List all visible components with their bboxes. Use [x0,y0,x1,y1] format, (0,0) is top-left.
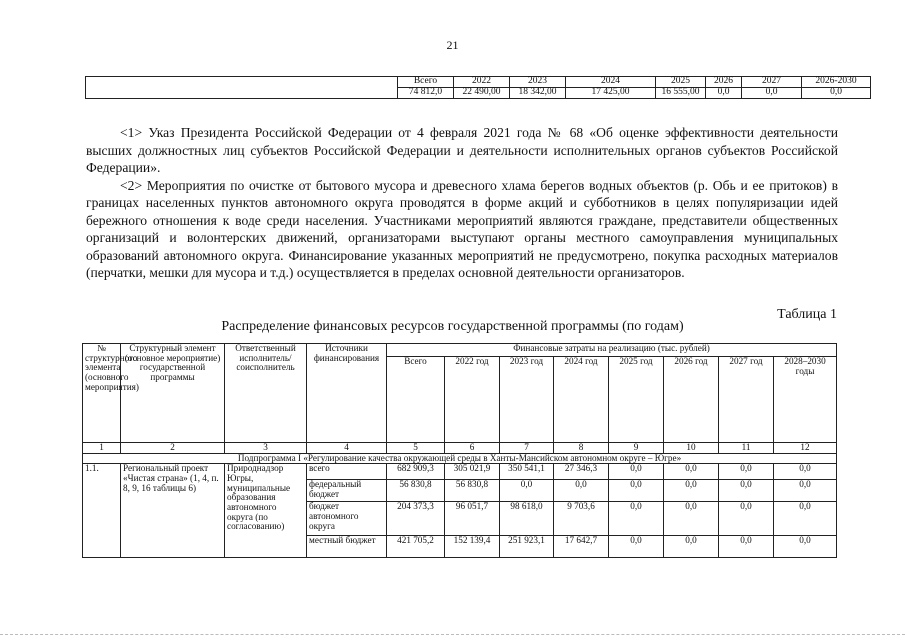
row-value: 251 923,1 [500,536,554,558]
summary-value-cell: 74 812,0 [398,87,454,98]
summary-header-cell: 2022 [454,77,510,88]
header-year: 2026 год [664,357,719,443]
header-executor: Ответственный исполнитель/ соисполнитель [225,344,307,443]
summary-blank-cell [86,77,398,99]
row-value: 0,0 [609,502,664,536]
row-value: 0,0 [774,480,837,502]
header-costs: Финансовые затраты на реализацию (тыс. рублей) [387,344,837,357]
summary-header-cell: 2024 [566,77,656,88]
row-value: 56 830,8 [387,480,445,502]
subprogram-row [83,453,837,464]
row-element: Региональный проект «Чистая страна» (1, 4, п. 8, 9, 16 таблицы 6) [121,464,225,558]
row-value: 152 139,4 [445,536,500,558]
column-number: 9 [609,443,664,454]
row-value: 0,0 [719,502,774,536]
summary-header-cell: 2026-2030 [802,77,871,88]
column-number: 5 [387,443,445,454]
row-value: 0,0 [664,480,719,502]
column-number: 11 [719,443,774,454]
row-value: 56 830,8 [445,480,500,502]
row-value: 0,0 [609,480,664,502]
row-value: 0,0 [774,502,837,536]
column-number: 3 [225,443,307,454]
footnotes [86,124,838,282]
summary-value-cell: 0,0 [802,87,871,98]
row-value: 0,0 [719,464,774,480]
row-value: 96 051,7 [445,502,500,536]
header-year: 2025 год [609,357,664,443]
column-number: 4 [307,443,387,454]
column-number: 6 [445,443,500,454]
row-value: 9 703,6 [554,502,609,536]
table-title: Распределение финансовых ресурсов государственной программы (по годам) [221,319,684,334]
row-value: 0,0 [500,480,554,502]
row-value: 682 909,3 [387,464,445,480]
table-label: Таблица 1 [777,307,837,322]
row-value: 0,0 [664,464,719,480]
summary-header-cell: 2026 [706,77,742,88]
row-value: 0,0 [554,480,609,502]
summary-value-cell: 16 555,00 [656,87,706,98]
row-number: 1.1. [83,464,121,558]
subprogram-title: Подпрограмма I «Регулирование качества окружающей среды в Ханты-Мансийском автономном округе – Югре» [83,453,837,464]
column-number: 2 [121,443,225,454]
row-value: 17 642,7 [554,536,609,558]
summary-value-cell: 22 490,00 [454,87,510,98]
summary-header-cell: Всего [398,77,454,88]
header-num: № структурного элемента (основного мероприятия) [83,344,121,443]
footnote-2: <2> Мероприятия по очистке от бытового мусора и древесного хлама берегов водных объектов (р. Обь и ее притоков) в границах населенных пунктов автономного округа проводятся в форме акций и субботников в целях популяризации идей бережного отношения к воде среди населения. Участниками мероприятий являются граждане, представители общественных организаций и волонтерских движений, организаторами выступают органы местного самоуправления муниципальных образований автономного округа. Финансирование указанных мероприятий не предусмотрено, покупка расходных материалов (перчатки, мешки для мусора и т.д.) осуществляется в пределах основной деятельности организаторов. [86,177,838,280]
column-number: 1 [83,443,121,454]
row-source: федеральный бюджет [307,480,387,502]
header-source: Источники финансирования [307,344,387,443]
header-year: 2028–2030 годы [774,357,837,443]
header-row-1 [83,344,837,357]
row-executor: Природнадзор Югры, муниципальные образования автономного округа (по согласованию) [225,464,307,558]
summary-header-row [86,77,871,88]
page-number: 21 [446,38,459,52]
column-number: 7 [500,443,554,454]
row-value: 0,0 [719,480,774,502]
column-number: 10 [664,443,719,454]
row-source: всего [307,464,387,480]
column-number-row [83,443,837,454]
header-year: 2023 год [500,357,554,443]
summary-value-cell: 17 425,00 [566,87,656,98]
summary-value-cell: 0,0 [742,87,802,98]
column-number: 8 [554,443,609,454]
summary-header-cell: 2027 [742,77,802,88]
summary-header-cell: 2025 [656,77,706,88]
row-value: 421 705,2 [387,536,445,558]
row-source: местный бюджет [307,536,387,558]
summary-table [85,76,871,99]
header-element: Структурный элемент (основное мероприятие) государственной программы [121,344,225,443]
column-number: 12 [774,443,837,454]
row-value: 350 541,1 [500,464,554,480]
summary-value-cell: 18 342,00 [510,87,566,98]
summary-header-cell: 2023 [510,77,566,88]
row-value: 305 021,9 [445,464,500,480]
row-value: 98 618,0 [500,502,554,536]
financing-table [82,343,837,558]
summary-value-cell: 0,0 [706,87,742,98]
row-value: 27 346,3 [554,464,609,480]
header-year: 2022 год [445,357,500,443]
header-year: 2027 год [719,357,774,443]
table-row [83,464,837,480]
row-value: 0,0 [774,464,837,480]
row-value: 0,0 [664,536,719,558]
footnote-1: <1> Указ Президента Российской Федерации от 4 февраля 2021 года № 68 «Об оценке эффективности деятельности высших должностных лиц субъектов Российской Федерации и деятельности исполнительных органов субъектов Российской Федерации». [86,125,838,175]
row-value: 0,0 [774,536,837,558]
row-value: 0,0 [719,536,774,558]
header-year: Всего [387,357,445,443]
row-value: 204 373,3 [387,502,445,536]
header-year: 2024 год [554,357,609,443]
scan-edge-line [0,634,905,635]
row-source: бюджет автономного округа [307,502,387,536]
row-value: 0,0 [609,464,664,480]
row-value: 0,0 [609,536,664,558]
row-value: 0,0 [664,502,719,536]
